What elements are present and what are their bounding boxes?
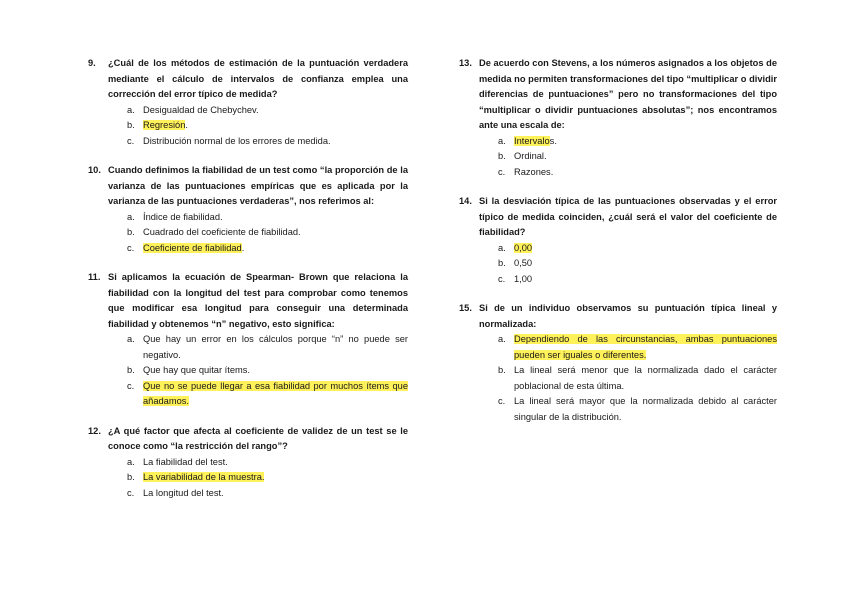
option-plain-text: Cuadrado del coeficiente de fiabilidad. <box>143 227 301 237</box>
option-letter: c. <box>127 242 135 253</box>
answer-option <box>108 332 408 363</box>
question-13 <box>459 56 777 180</box>
option-text <box>143 136 331 146</box>
answer-option <box>108 241 408 257</box>
option-text <box>143 381 408 407</box>
option-plain-text: La lineal será mayor que la normalizada debido al carácter singular de la distribución. <box>514 396 777 422</box>
question-number: 10. <box>88 165 101 175</box>
answer-option <box>479 394 777 425</box>
option-letter: b. <box>127 120 135 130</box>
answer-option <box>479 272 777 288</box>
question-number: 14. <box>459 196 472 206</box>
question-text: Si la desviación típica de las puntuaciones observadas y el error típico de medida coinciden, ¿cuál será el valor del coeficiente de fiabilidad? <box>479 196 777 237</box>
option-plain-text: Índice de fiabilidad. <box>143 211 223 222</box>
question-9 <box>88 56 408 149</box>
answer-option <box>108 379 408 410</box>
option-letter: a. <box>127 211 135 222</box>
option-text <box>143 488 224 498</box>
answer-option <box>108 486 408 502</box>
answer-option <box>108 470 408 486</box>
answer-option <box>108 455 408 471</box>
answer-option <box>479 256 777 272</box>
option-text <box>143 365 250 375</box>
left-column <box>88 56 408 515</box>
question-text: De acuerdo con Stevens, a los números asignados a los objetos de medida no permiten transformaciones del tipo “multiplicar o dividir diferencias de puntuaciones” pero no transformaciones del tipo “multiplicar o dividir puntuaciones absolutas”; nos encontramos ante una escala de: <box>479 58 777 130</box>
option-letter: a. <box>498 135 506 146</box>
question-text: ¿A qué factor que afecta al coeficiente de validez de un test se le conoce como “la restricción del rango”? <box>108 425 408 451</box>
option-plain-text: Ordinal. <box>514 151 547 161</box>
option-plain-text: Que hay que quitar ítems. <box>143 365 250 375</box>
option-letter: c. <box>498 396 506 406</box>
option-text <box>143 472 264 482</box>
answer-options <box>108 455 408 502</box>
answer-option <box>479 134 777 150</box>
question-number: 13. <box>459 58 472 68</box>
answer-option <box>479 149 777 165</box>
answer-options <box>108 332 408 410</box>
highlighted-answer: Intervalo <box>514 135 550 146</box>
answer-option <box>479 165 777 181</box>
highlighted-answer: Regresión <box>143 120 186 130</box>
option-plain-text: Desigualdad de Chebychev. <box>143 104 259 115</box>
option-plain-text: La fiabilidad del test. <box>143 456 228 467</box>
option-plain-text: Que hay un error en los cálculos porque “n” no puede ser negativo. <box>143 334 408 360</box>
option-text <box>143 457 228 467</box>
option-letter: c. <box>498 166 506 177</box>
answer-options <box>108 210 408 257</box>
option-plain-text: s. <box>549 135 557 146</box>
question-text: Si aplicamos la ecuación de Spearman- Brown que relaciona la fiabilidad con la longitud del test para comprobar como tenemos que modificar esa longitud para conseguir una determinada fiabilidad y obtenemos “n” negativo, esto significa: <box>108 272 408 329</box>
question-number: 9. <box>88 58 96 68</box>
option-plain-text: Razones. <box>514 166 554 177</box>
highlighted-answer: 0,00 <box>514 242 533 253</box>
question-10 <box>88 163 408 256</box>
option-plain-text: 0,50 <box>514 258 533 268</box>
option-letter: a. <box>498 334 506 344</box>
option-letter: a. <box>127 456 135 467</box>
question-text: Si de un individuo observamos su puntuación típica lineal y normalizada: <box>479 303 777 329</box>
answer-option <box>108 103 408 119</box>
question-text: ¿Cuál de los métodos de estimación de la puntuación verdadera mediante el cálculo de intervalos de confianza emplea una corrección del error típico de medida? <box>108 58 408 99</box>
highlighted-answer: La variabilidad de la muestra. <box>143 472 265 482</box>
answer-options <box>479 134 777 181</box>
answer-option <box>108 225 408 241</box>
option-text <box>143 120 188 130</box>
answer-options <box>108 103 408 150</box>
option-text <box>143 212 223 222</box>
highlighted-answer: Que no se puede llegar a esa fiabilidad por muchos ítems que añadamos. <box>143 380 408 406</box>
option-letter: c. <box>127 380 135 391</box>
option-plain-text: . <box>185 120 188 130</box>
answer-option <box>108 210 408 226</box>
question-number: 12. <box>88 425 101 436</box>
option-letter: a. <box>498 242 506 253</box>
question-15 <box>459 301 777 425</box>
highlighted-answer: Dependiendo de las circunstancias, ambas puntuaciones pueden ser iguales o diferentes. <box>514 334 777 360</box>
option-text <box>143 105 259 115</box>
answer-option <box>479 363 777 394</box>
option-letter: b. <box>127 472 135 482</box>
option-text <box>514 167 553 177</box>
option-plain-text: La longitud del test. <box>143 487 224 498</box>
option-letter: a. <box>127 334 135 344</box>
answer-option <box>479 241 777 257</box>
option-plain-text: Distribución normal de los errores de medida. <box>143 135 331 146</box>
option-plain-text: . <box>241 242 245 253</box>
question-number: 11. <box>88 272 101 282</box>
answer-options <box>479 241 777 288</box>
right-column <box>459 56 777 439</box>
question-number: 15. <box>459 303 472 313</box>
option-text <box>143 334 408 360</box>
question-11 <box>88 270 408 410</box>
option-letter: b. <box>127 365 135 375</box>
answer-option <box>479 332 777 363</box>
answer-option <box>108 118 408 134</box>
option-letter: b. <box>127 227 135 237</box>
highlighted-answer: Coeficiente de fiabilidad <box>143 242 242 253</box>
option-text <box>514 334 777 360</box>
option-letter: b. <box>498 258 506 268</box>
option-text <box>143 243 244 253</box>
option-plain-text: La lineal será menor que la normalizada dado el carácter poblacional de esta última. <box>514 365 777 391</box>
option-letter: c. <box>498 273 506 284</box>
option-letter: a. <box>127 104 135 115</box>
option-text <box>514 396 777 422</box>
option-letter: b. <box>498 365 506 375</box>
option-text <box>514 258 532 268</box>
answer-options <box>479 332 777 425</box>
question-text: Cuando definimos la fiabilidad de un test como “la proporción de la varianza de las puntuaciones empíricas que es aplicada por la varianza de las puntuaciones verdaderas”, nos referimos al: <box>108 165 408 206</box>
option-text <box>143 227 301 237</box>
option-text <box>514 274 532 284</box>
option-letter: c. <box>127 135 135 146</box>
answer-option <box>108 134 408 150</box>
question-12 <box>88 424 408 502</box>
option-text <box>514 365 777 391</box>
option-letter: c. <box>127 487 135 498</box>
answer-option <box>108 363 408 379</box>
question-14 <box>459 194 777 287</box>
option-text <box>514 243 532 253</box>
option-letter: b. <box>498 151 506 161</box>
option-text <box>514 151 547 161</box>
option-plain-text: 1,00 <box>514 273 533 284</box>
option-text <box>514 136 557 146</box>
